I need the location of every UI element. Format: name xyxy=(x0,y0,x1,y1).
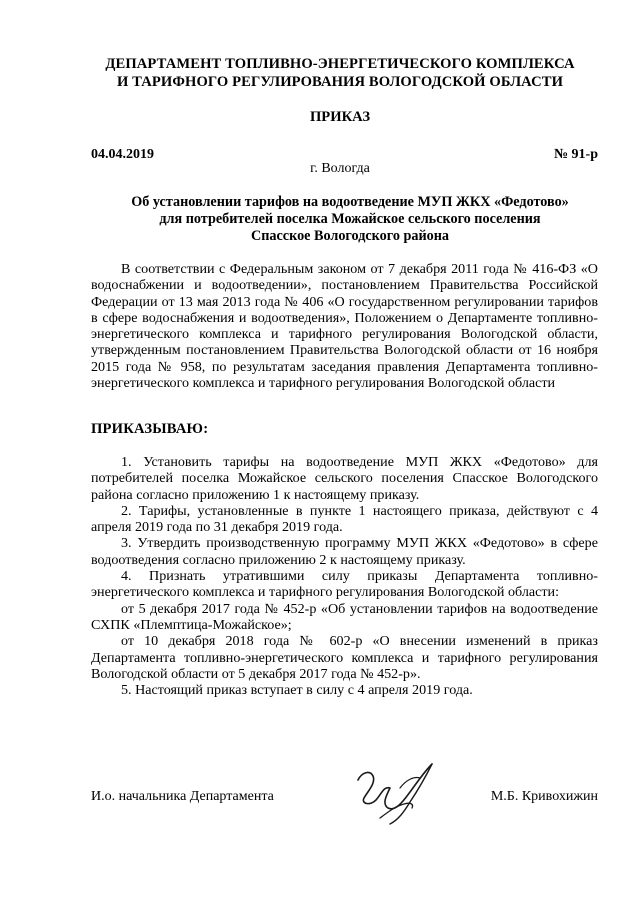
signatory-name: М.Б. Кривохижин xyxy=(490,789,598,804)
order-item-5: 5. Настоящий приказ вступает в силу с 4 апреля 2019 года. xyxy=(121,682,473,699)
order-items xyxy=(91,454,598,698)
preamble-paragraph: В соответствии с Федеральным законом от 7 декабря 2011 года № 416-ФЗ «О водоснабжении и водоотведении», постановлением Правительства Российской Федерации от 13 мая 2013 года № 406 «О государственном регулировании тарифов в сфере водоснабжения и водоотведения», Положением о Департаменте топливно-энергетического комплекса и тарифного регулирования Вологодской области, утвержденным постановлением Правительства Вологодской области от 16 ноября 2015 года № 958, по результатам заседания правления Департамента топливно-энергетического комплекса и тарифного регулирования Вологодской области xyxy=(91,261,598,392)
order-subject xyxy=(80,194,620,245)
department-header xyxy=(60,55,620,91)
signatory-position: И.о. начальника Департамента xyxy=(91,789,274,804)
subject-line-1: Об установлении тарифов на водоотведение МУП ЖКХ «Федотово» xyxy=(131,194,569,210)
order-item-4: 4. Признать утратившими силу приказы Департамента топливно-энергетического комплекса и тарифного регулирования Вологодской области: xyxy=(91,568,598,601)
subject-line-3: Спасское Вологодского района xyxy=(250,228,450,244)
header-line-2: И ТАРИФНОГО РЕГУЛИРОВАНИЯ ВОЛОГОДСКОЙ ОБЛАСТИ xyxy=(116,74,564,90)
order-date: 04.04.2019 xyxy=(91,147,154,162)
header-line-1: ДЕПАРТАМЕНТ ТОПЛИВНО-ЭНЕРГЕТИЧЕСКОГО КОМПЛЕКСА xyxy=(105,56,575,72)
subject-line-2: для потребителей поселка Можайское сельского поселения xyxy=(159,211,541,227)
order-title: ПРИКАЗ xyxy=(309,109,371,125)
order-item-2: 2. Тарифы, установленные в пункте 1 настоящего приказа, действуют с 4 апреля 2019 года по 31 декабря 2019 года. xyxy=(91,502,598,536)
order-item-4-sub-2: от 10 декабря 2018 года № 602-р «О внесении изменений в приказ Департамента топливно-энергетического комплекса и тарифного регулирования Вологодской области от 5 декабря 2017 года № 452-р». xyxy=(91,633,598,682)
handwritten-signature xyxy=(340,758,450,828)
order-number: № 91-р xyxy=(553,147,598,162)
order-item-1: 1. Установить тарифы на водоотведение МУП ЖКХ «Федотово» для потребителей поселка Можайское сельского поселения Спасское Вологодского района согласно приложению 1 к настоящему приказу. xyxy=(91,454,598,503)
order-keyword: ПРИКАЗЫВАЮ: xyxy=(91,421,209,437)
order-city: г. Вологда xyxy=(310,161,370,176)
order-item-4-sub-1: от 5 декабря 2017 года № 452-р «Об установлении тарифов на водоотведение СХПК «Племптица-Можайское»; xyxy=(91,600,598,633)
order-item-3: 3. Утвердить производственную программу МУП ЖКХ «Федотово» в сфере водоотведения согласно приложению 2 к настоящему приказу. xyxy=(91,535,598,568)
